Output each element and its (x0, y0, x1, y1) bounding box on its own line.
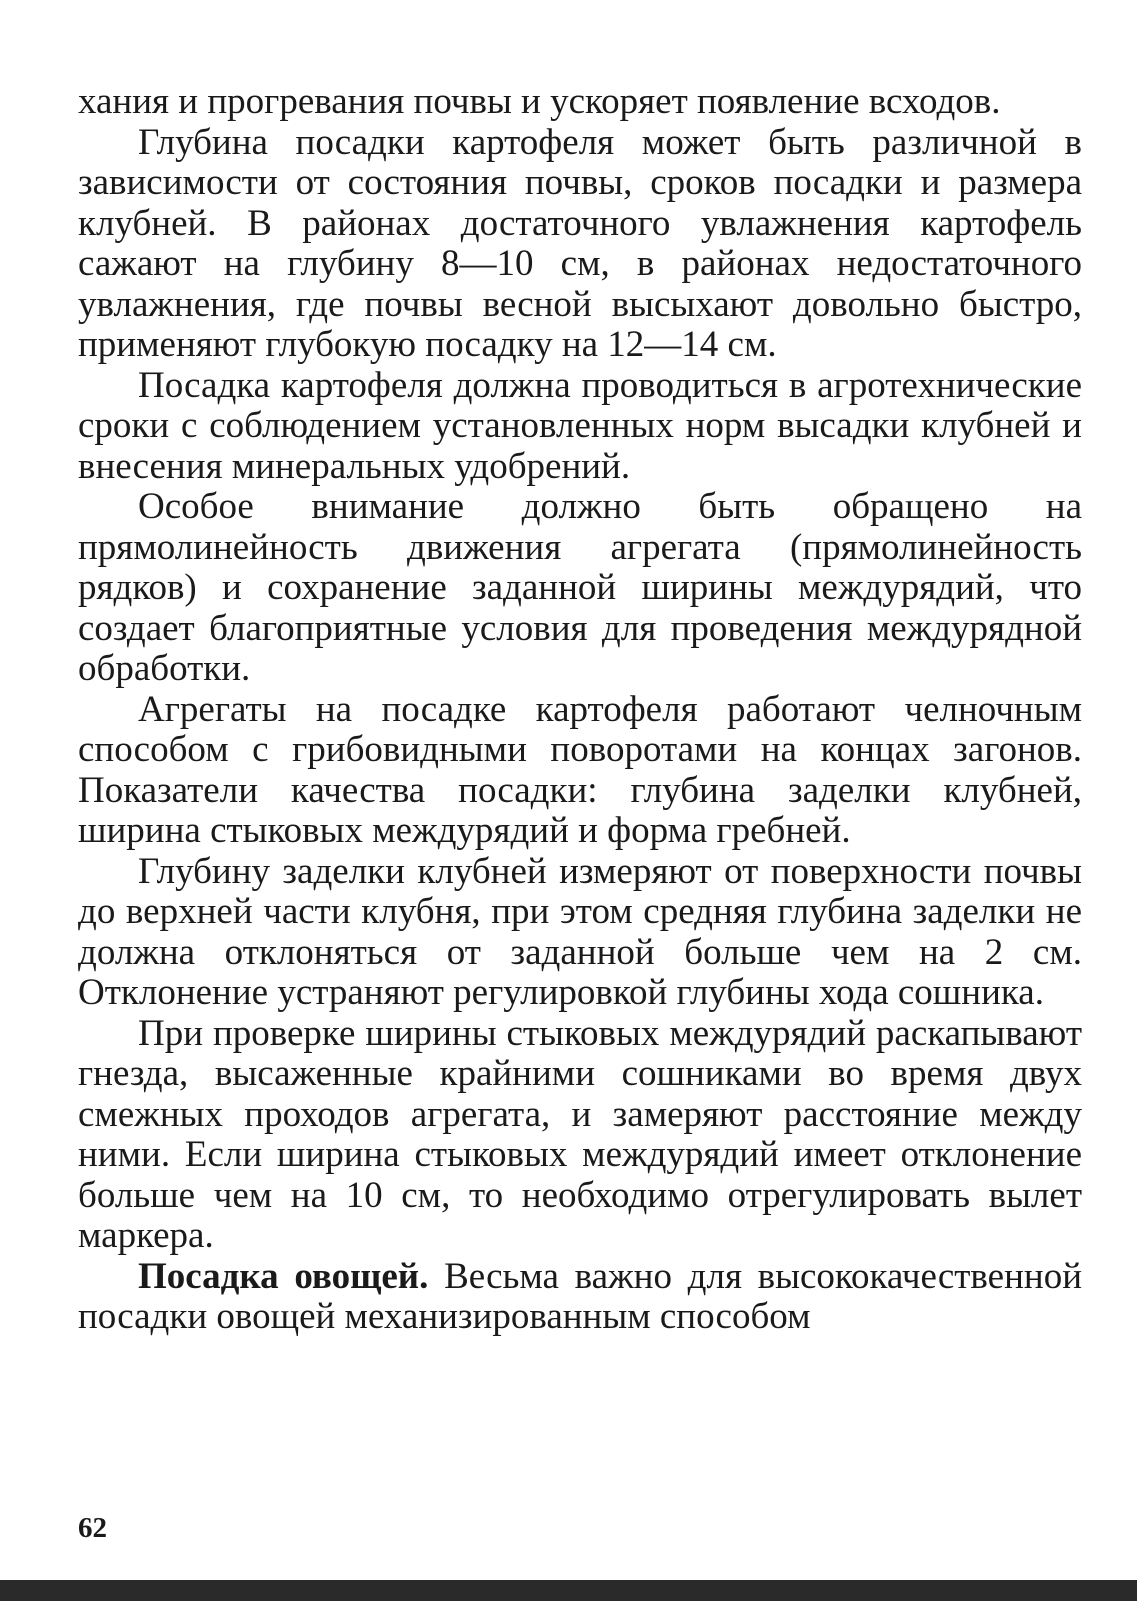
paragraph-continuation: хания и прогревания почвы и ускоряет появление всходов. (78, 81, 1001, 122)
paragraph-row-width: При проверке ширины стыковых междурядий раскапывают гнезда, высаженные крайними сошниками во время двух смежных проходов агрегата, и замеряют расстояние между ними. Если ширина стыковых междурядий имеет отклонение больше чем на 10 см, то необходимо отрегулировать вылет маркера. (78, 1012, 1082, 1256)
paragraph-straightness: Особое внимание должно быть обращено на прямолинейность движения агрегата (прямолинейность рядков) и сохранение заданной ширины междурядий, что создает благоприятные условия для проведения междурядной обработки. (78, 486, 1082, 689)
paragraph-aggregates: Агрегаты на посадке картофеля работают челночным способом с грибовидными поворотами на концах загонов. Показатели качества посадки: глубина заделки клубней, ширина стыковых междурядий и форма гребней. (78, 688, 1082, 851)
paragraph-depth-measure: Глубину заделки клубней измеряют от поверхности почвы до верхней части клубня, при этом средняя глубина заделки не должна отклоняться от заданной больше чем на 2 см. Отклонение устраняют регулировкой глубины хода сошника. (78, 850, 1082, 1013)
scan-bottom-edge (0, 1580, 1137, 1601)
paragraph-planting-depth: Глубина посадки картофеля может быть различной в зависимости от состояния почвы, сроков посадки и размера клубней. В районах достаточного увлажнения картофель сажают на глубину 8—10 см, в районах недостаточного увлажнения, где почвы весной высыхают довольно быстро, применяют глубокую посадку на 12—14 см. (78, 121, 1082, 365)
body-text (78, 82, 1082, 1338)
section-heading-vegetables: Посадка овощей. (138, 1255, 429, 1297)
paragraph-vegetables-text: Весьма важно для высококачественной посадки овощей механизированным способом (78, 1255, 1082, 1337)
paragraph-vegetables (78, 1257, 1082, 1338)
paragraph-planting-terms: Посадка картофеля должна проводиться в агротехнические сроки с соблюдением установленных норм высадки клубней и внесения минеральных удобрений. (78, 364, 1082, 487)
page-number: 62 (78, 1512, 107, 1544)
